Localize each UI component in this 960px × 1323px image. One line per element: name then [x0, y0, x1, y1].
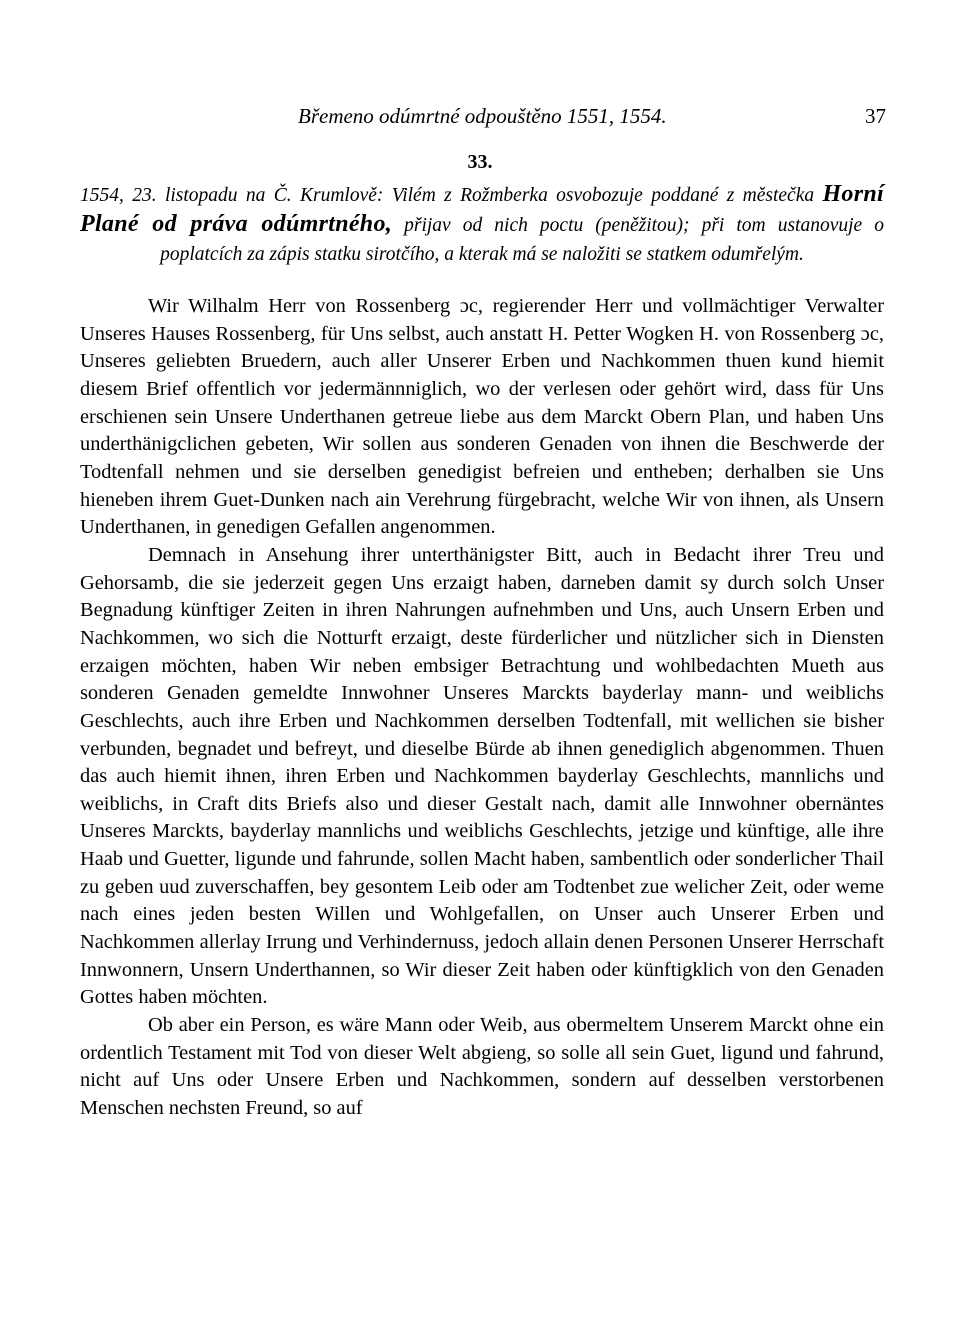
body-paragraph-1: Wir Wilhalm Herr von Rossenberg ɔc, regierender Herr und vollmächtiger Verwalter Unseres Hauses Rossenberg, für Uns selbst, auch anstatt H. Petter Wogken H. von Rossenberg ɔc, Unseres geliebten Bruedern, auch aller Unserer Erben und Nachkommen thuen kund hiemit diesem Brief offentlich vor jedermännniglich, wo der verlesen oder gehört wird, dass für Uns erschienen sein Unsere Underthanen getreue liebe aus dem Marckt Obern Plan, und haben Uns underthänigclichen gebeten, Wir sollen aus sonderen Genaden von ihnen die Beschwerde der Todtenfall nehmen und sie derselben genedigist befreien und entheben; derhalben sie Uns hieneben ihrem Guet-Dunken nach ain Verehrung fürgebracht, welche Wir von ihnen, als Unsern Underthanen, in genedigen Gefallen angenommen. — [80, 295, 884, 539]
document-summary — [80, 180, 884, 269]
body-paragraph-3: Ob aber ein Person, es wäre Mann oder Weib, aus obermeltem Unserem Marckt ohne ein ordentlich Testament mit Tod von dieser Welt abgieng, so solle all sein Guet, ligund und fahrund, nicht auf Uns oder Unsere Erben und Nachkommen, sondern auf desselben verstorbenen Menschen nechsten Freund, so auf — [80, 1014, 884, 1120]
summary-place-name: Horní Plané od práva odúmrtného, — [80, 181, 884, 238]
document-body — [80, 293, 884, 1123]
running-title: Břemeno odúmrtné odpouštěno 1551, 1554. — [298, 104, 667, 128]
summary-text-part1: 1554, 23. listopadu na Č. Krumlově: Vilém z Rožmberka osvobozuje poddané z městečka — [80, 185, 823, 206]
document-number: 33. — [467, 151, 493, 173]
running-head — [298, 104, 886, 130]
page-number: 37 — [865, 104, 886, 128]
body-paragraph-2: Demnach in Ansehung ihrer unterthänigster Bitt, auch in Bedacht ihrer Treu und Gehorsamb, die sie jederzeit gegen Uns erzaigt haben, darneben damit sy durch solch Unser Begnadung künftiger Zeiten in ihren Nahrungen aufnehmben und Uns, auch Unsern Erben und Nachkommen, wo sich die Notturft erzaigt, deste fürderlicher und nützlicher sich in Diensten erzaigen möchten, haben Wir neben embsiger Betrachtung und wohlbedachten Mueth aus sonderen Genaden gemeldte Innwohner Unseres Marckts bayderlay mann- und weiblichs Geschlechts, auch ihre Erben und Nachkommen derselben Todtenfall, mit wellichen sie bisher verbunden, begnadet und befreyt, und dieselbe Bürde ab ihnen genediglich abgenommen. Thuen das auch hiemit ihnen, ihren Erben und Nachkommen bayderlay Geschlechts, mannlichs und weiblichs, in Craft dits Briefs also und dieser Gestalt nach, damit alle Innwohner obernäntes Unseres Marckts, bayderlay mannlichs und weiblichs Geschlechts, jetzige und künftige, alle ihre Haab und Guetter, ligunde und fahrunde, sollen Macht haben, sambentlich oder sonderlicher Thail zu geben uud zuverschaffen, bey gesontem Leib oder am Todtenbet zue welicher Zeit, oder weme nach eines jeden besten Willen und Wohlgefallen, on Unser auch Unserer Erben und Nachkommen allerlay Irrung und Verhindernuss, jedoch allain denen Personen Unserer Herrschaft Innwonnern, Unsern Underthannen, so Wir dieser Zeit haben oder künftigklich von den Genaden Gottes haben möchten. — [80, 543, 884, 1009]
summary-text-part2: přijav od nich poctu (peněžitou); při tom ustanovuje o poplatcích za zápis statku sirotčího, a kterak má se naložiti se statkem odumřelým. — [160, 215, 884, 265]
